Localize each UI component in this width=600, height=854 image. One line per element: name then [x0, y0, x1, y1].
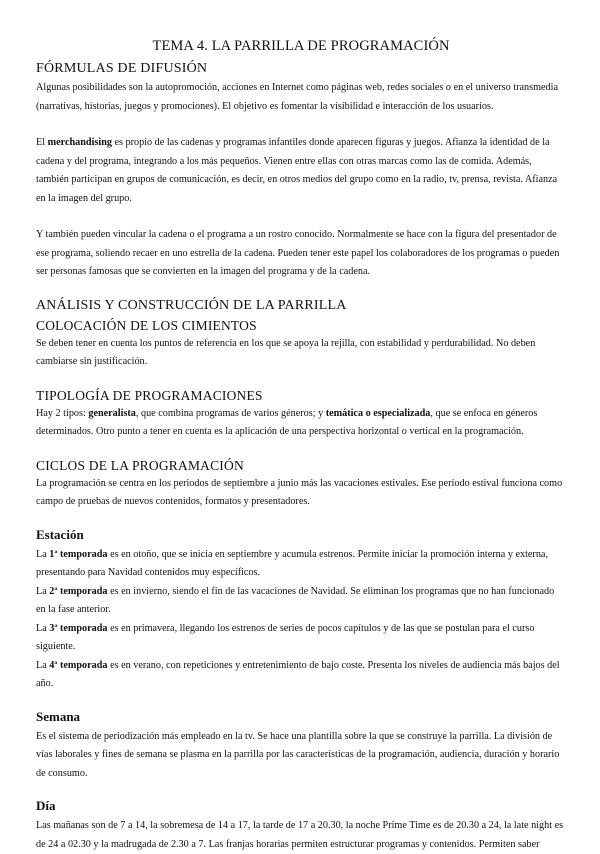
- paragraph-rostro-conocido: Y también pueden vincular la cadena o el programa a un rostro conocido. Normalmente se hace con la figura del presentador de ese programa, soliendo recaer en uno estrella de la cadena. Pueden tener este papel los colaboradores de los programas o pueden ser personas famosas que se convierten en la imagen del programa y de la cadena.: [36, 229, 560, 277]
- paragraph-tipologia: Hay 2 tipos: generalista, que combina programas de varios géneros; y temática o especializada, que se enfoca en géneros determinados. Otro punto a tener en cuenta es la aplicación de una perspectiva horizontal o vertical en la programación.: [36, 407, 538, 437]
- page-title: TEMA 4. LA PARRILLA DE PROGRAMACIÓN: [152, 38, 450, 54]
- temporada-4: La 4ª temporada es en verano, con repeticiones y entretenimiento de bajo coste. Presenta los niveles de audiencia más bajos del año.: [36, 659, 560, 689]
- term-generalista: generalista: [88, 407, 136, 419]
- heading-dia: Día: [36, 798, 56, 813]
- temporada-3: La 3ª temporada es en primavera, llegando los estrenos de series de pocos capítulos y de las que se postulan para el curso siguiente.: [36, 622, 535, 652]
- subheading-tipologia: TIPOLOGÍA DE PROGRAMACIONES: [36, 387, 263, 403]
- document-page: [36, 38, 566, 854]
- paragraph-merchandising: El merchandising es propio de las cadenas y programas infantiles donde aparecen figuras y juegos. Afianza la identidad de la cadena y del programa, integrando a los más pequeños. Vienen entre ellas con otras marcas como las de comida. Además, también participan en grupos de comunicación, es decir, en otros medios del grupo como en la radio, tv, prensa, revista. Afianza en la imagen del grupo.: [36, 137, 558, 204]
- temporada-1: La 1ª temporada es en otoño, que se inicia en septiembre y acumula estrenos. Permite iniciar la promoción interna y externa, presentando para Navidad contenidos muy específicos.: [36, 548, 548, 578]
- paragraph-semana: Es el sistema de periodización más empleado en la tv. Se hace una plantilla sobre la que se construye la parrilla. La división de vías laborales y fines de semana se plasma en la parrilla por las características de la programación, audiencia, duración y horario de consumo.: [36, 730, 560, 779]
- paragraph-dia: Las mañanas son de 7 a 14, la sobremesa de 14 a 17, la tarde de 17 a 20.30, la noche Prime Time es de 20.30 a 24, la late night es de 24 a 02.30 y la madrugada de 2.30 a 7. Las franjas horarias permiten estructurar programas y contenidos. Permiten saber: [36, 820, 564, 850]
- subheading-cimientos: COLOCACIÓN DE LOS CIMIENTOS: [36, 317, 257, 333]
- heading-semana: Semana: [36, 708, 81, 724]
- term-tematica: temática o especializada: [325, 407, 431, 419]
- section-heading-analisis: ANÁLISIS Y CONSTRUCCIÓN DE LA PARRILLA: [36, 297, 347, 313]
- paragraph-ciclos: La programación se centra en los periodos de septiembre a junio más las vacaciones estivales. Ese período estival funciona como campo de pruebas de nuevos contenidos, formatos y presentadores.: [36, 477, 563, 507]
- temporada-2: La 2ª temporada es en invierno, siendo el fin de las vacaciones de Navidad. Se eliminan los programas que no han funcionado en la fase anterior.: [36, 585, 555, 615]
- paragraph-autopromocion: Algunas posibilidades son la autopromoción, acciones en Internet como páginas web, redes sociales o en el universo transmedia (narrativas, historias, juegos y promociones). El objetivo es fomentar la visibilidad e interacción de los usuarios.: [36, 82, 558, 112]
- paragraph-cimientos: Se deben tener en cuenta los puntos de referencia en los que se apoya la rejilla, con estabilidad y perdurabilidad. No deben cambiarse sin justificación.: [36, 337, 536, 367]
- subheading-ciclos: CICLOS DE LA PROGRAMACIÓN: [36, 457, 244, 473]
- term-merchandising: merchandising: [47, 137, 112, 148]
- heading-estacion: Estación: [36, 526, 84, 542]
- section-heading-difusion: FÓRMULAS DE DIFUSIÓN: [36, 61, 208, 76]
